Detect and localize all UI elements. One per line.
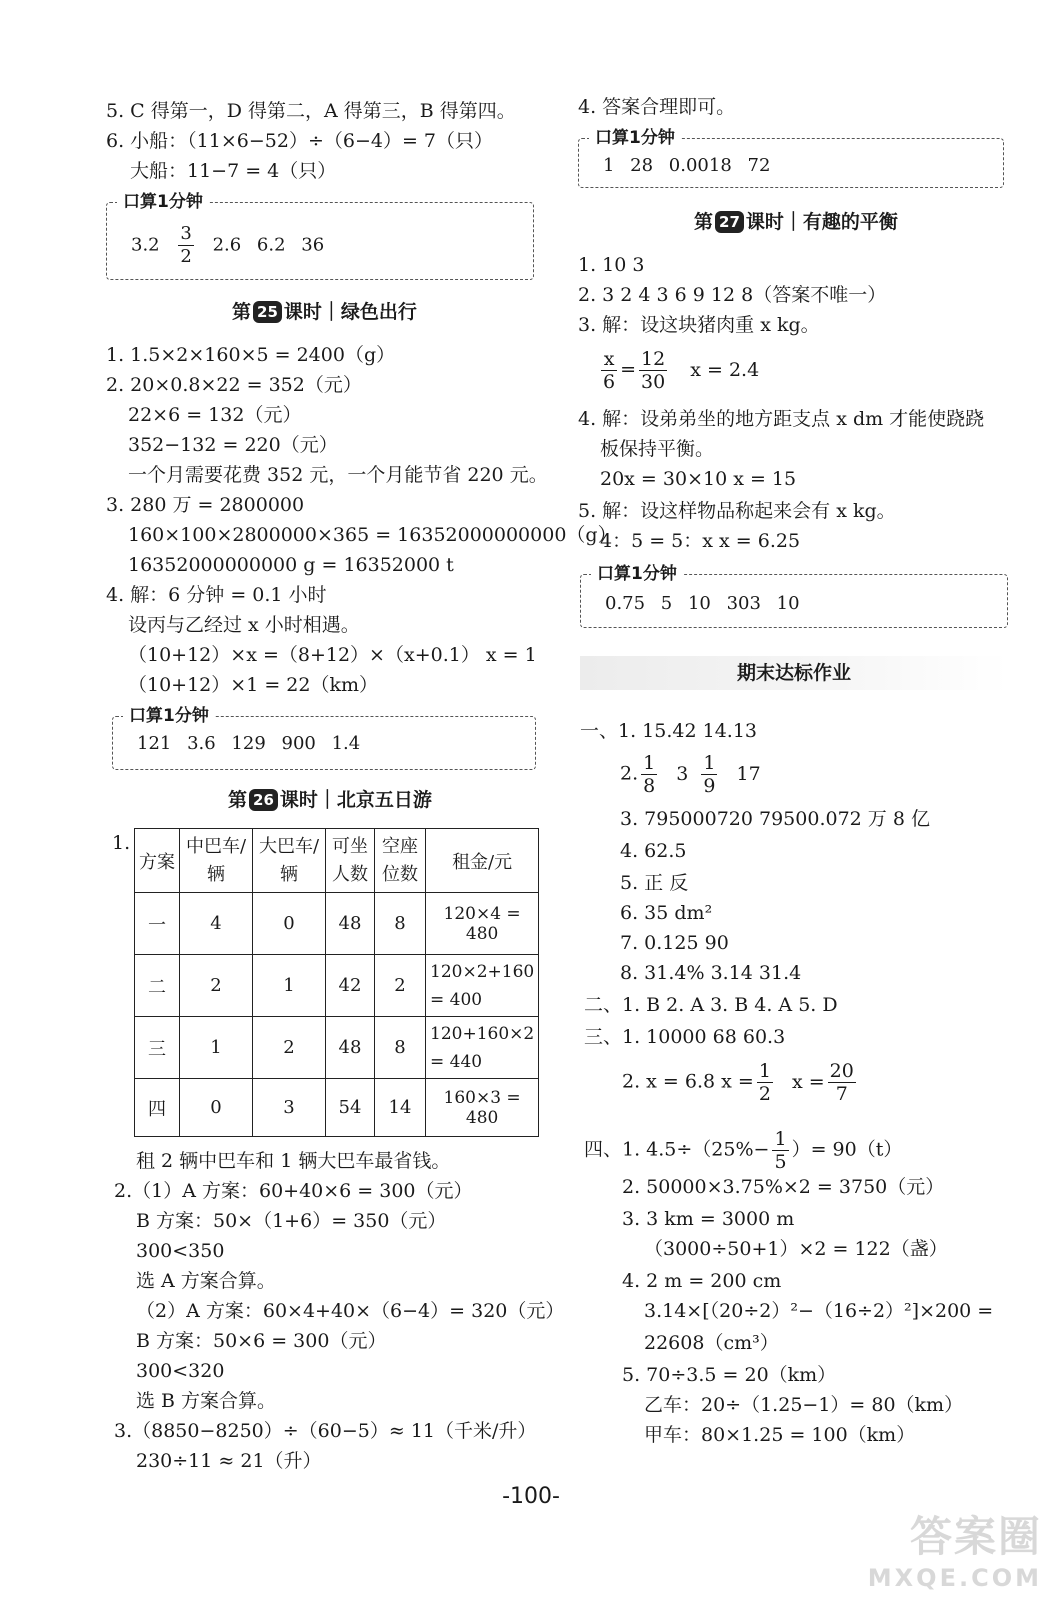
answer-line: 板保持平衡。 xyxy=(600,438,715,460)
answer-line: 三、1. 10000 68 60.3 xyxy=(584,1026,786,1048)
table-cell: 160×3 = 480 xyxy=(426,1079,539,1137)
answer-line: B 方案：50×（1+6）= 350（元） xyxy=(136,1210,447,1232)
section-title-26: 第 26 课时｜北京五日游 xyxy=(228,789,432,811)
answer-line: 乙车：20÷（1.25−1）= 80（km） xyxy=(644,1394,964,1416)
answer-line: 3. 解：设这块猪肉重 x kg。 xyxy=(578,314,820,336)
table-cell: 0 xyxy=(180,1079,253,1137)
table-cell: 1 xyxy=(253,955,326,1017)
answer-line: 选 A 方案合算。 xyxy=(136,1270,276,1292)
answer-line: 7. 0.125 90 xyxy=(620,932,729,954)
answer-line: （3000÷50+1）×2 = 122（盏） xyxy=(644,1238,948,1260)
table-cell: 120+160×2 = 440 xyxy=(426,1017,539,1079)
table-cell: 48 xyxy=(326,893,375,955)
table-row xyxy=(135,1079,539,1137)
fraction: $\frac{1}{9}$ xyxy=(703,752,716,797)
table-cell: 120×2+160 = 400 xyxy=(426,955,539,1017)
table-cell: 1 xyxy=(180,1017,253,1079)
answer-line: （10+12）×1 = 22（km） xyxy=(128,674,378,696)
answer-line: 6. 35 dm² xyxy=(620,902,713,924)
table-cell: 二 xyxy=(135,955,180,1017)
table-cell: 48 xyxy=(326,1017,375,1079)
answer-line: 2.（1）A 方案：60+40×6 = 300（元） xyxy=(114,1180,473,1202)
answer-line: （10+12）×x =（8+12）×（x+0.1） x = 1 xyxy=(128,644,537,666)
oral-calc-box xyxy=(578,128,1004,188)
watermark-logo: 答案圈 MXQE.COM xyxy=(867,1512,1042,1592)
fraction: $\frac{12}{30}$ xyxy=(641,348,666,393)
answer-line: 3. 280 万 = 2800000 xyxy=(106,494,305,516)
answer-line: 2. x = 6.8 x = $\frac{1}{2}$ x = $\frac{20}{7}$ xyxy=(622,1060,854,1105)
table-row xyxy=(135,955,539,1017)
fraction: $\frac{1}{2}$ xyxy=(758,1060,771,1105)
answer-line: 1. 1.5×2×160×5 = 2400（g） xyxy=(106,344,396,366)
table-cell: 120×4 = 480 xyxy=(426,893,539,955)
answer-line: 选 B 方案合算。 xyxy=(136,1390,277,1412)
fraction: $\frac{x}{6}$ xyxy=(603,348,616,393)
table-cell: 54 xyxy=(326,1079,375,1137)
table-cell: 四 xyxy=(135,1079,180,1137)
answer-line: 2. 50000×3.75%×2 = 3750（元） xyxy=(622,1176,945,1198)
header-cell: 大巴车/辆 xyxy=(253,829,326,893)
answer-line: 8. 31.4% 3.14 31.4 xyxy=(620,962,802,984)
fraction: $\frac{3}{2}$ xyxy=(180,223,192,267)
answer-line: 一个月需要花费 352 元，一个月能节省 220 元。 xyxy=(128,464,548,486)
answer-line: 5. C 得第一，D 得第二，A 得第三，B 得第四。 xyxy=(106,100,516,122)
answer-line: 4. 解：6 分钟 = 0.1 小时 xyxy=(106,584,327,606)
box-values: 121 3.6 129 900 1.4 xyxy=(137,733,361,754)
answer-line: 22608（cm³） xyxy=(644,1332,779,1354)
answer-line: 2. 3 2 4 3 6 9 12 8（答案不唯一） xyxy=(578,284,887,306)
header-cell: 中巴车/辆 xyxy=(180,829,253,893)
answer-line: 230÷11 ≈ 21（升） xyxy=(136,1450,322,1472)
answer-line: 3. 795000720 79500.072 万 8 亿 xyxy=(620,808,930,830)
table-cell: 0 xyxy=(253,893,326,955)
rental-plan-table xyxy=(134,828,539,1137)
table-cell: 8 xyxy=(375,1017,426,1079)
box-title: 口算1分钟 xyxy=(123,703,215,729)
answer-line: $\frac{x}{6}$ = $\frac{12}{30}$ x = 2.4 xyxy=(603,348,760,393)
box-values: 0.75 5 10 303 10 xyxy=(605,593,800,614)
answer-line: 16352000000000 g = 16352000 t xyxy=(128,554,454,576)
answer-line: 4：5 = 5：x x = 6.25 xyxy=(600,530,801,552)
header-cell: 方案 xyxy=(135,829,180,893)
table-cell: 3 xyxy=(253,1079,326,1137)
table-header-row xyxy=(135,829,539,893)
box-values: 1 28 0.0018 72 xyxy=(603,155,771,176)
answer-line: 2. 20×0.8×22 = 352（元） xyxy=(106,374,362,396)
answer-line: 352−132 = 220（元） xyxy=(128,434,338,456)
table-cell: 8 xyxy=(375,893,426,955)
oral-calc-box xyxy=(106,192,534,280)
answer-line: 300<320 xyxy=(136,1360,225,1382)
question-number: 1. xyxy=(112,832,131,854)
table-cell: 一 xyxy=(135,893,180,955)
answer-line: B 方案：50×6 = 300（元） xyxy=(136,1330,387,1352)
answer-line: 6. 小船：（11×6−52）÷（6−4）= 7（只） xyxy=(106,130,494,152)
answer-line: 160×100×2800000×365 = 16352000000000（g） xyxy=(128,524,617,546)
answer-line: 大船：11−7 = 4（只） xyxy=(130,160,337,182)
fraction: $\frac{1}{5}$ xyxy=(774,1128,787,1173)
answer-line: 5. 70÷3.5 = 20（km） xyxy=(622,1364,837,1386)
oral-calc-box xyxy=(112,706,536,770)
table-cell: 三 xyxy=(135,1017,180,1079)
value: 2.6 6.2 36 xyxy=(212,234,325,256)
table-cell: 4 xyxy=(180,893,253,955)
page-number: -100- xyxy=(502,1484,560,1509)
answer-line: 一、1. 15.42 14.13 xyxy=(580,720,757,742)
answer-line: 3.14×[（20÷2）²−（16÷2）²]×200 = xyxy=(644,1300,994,1322)
fraction: $\frac{20}{7}$ xyxy=(829,1060,854,1105)
answer-line: （2）A 方案：60×4+40×（6−4）= 320（元） xyxy=(136,1300,565,1322)
header-cell: 空座位数 xyxy=(375,829,426,893)
answer-line: 5. 正 反 xyxy=(620,872,689,894)
fraction: $\frac{1}{8}$ xyxy=(643,752,656,797)
table-cell: 2 xyxy=(180,955,253,1017)
answer-line: 4. 2 m = 200 cm xyxy=(622,1270,782,1292)
answer-line: 20x = 30×10 x = 15 xyxy=(600,468,797,490)
box-values xyxy=(131,223,324,268)
answer-line: 3. 3 km = 3000 m xyxy=(622,1208,795,1230)
box-title: 口算1分钟 xyxy=(117,189,209,215)
answer-line: 四、1. 4.5÷（25%− $\frac{1}{5}$ ）= 90（t） xyxy=(584,1128,903,1173)
answer-line: 22×6 = 132（元） xyxy=(128,404,302,426)
table-cell: 42 xyxy=(326,955,375,1017)
header-cell: 租金/元 xyxy=(426,829,539,893)
answer-line: 二、1. B 2. A 3. B 4. A 5. D xyxy=(584,994,838,1016)
header-cell: 可坐人数 xyxy=(326,829,375,893)
table-cell: 14 xyxy=(375,1079,426,1137)
oral-calc-box xyxy=(580,564,1008,628)
table-cell: 2 xyxy=(375,955,426,1017)
answer-line: 1. 10 3 xyxy=(578,254,645,276)
box-title: 口算1分钟 xyxy=(591,561,683,587)
answer-line: 300<350 xyxy=(136,1240,225,1262)
answer-line: 2. $\frac{1}{8}$ 3 $\frac{1}{9}$ 17 xyxy=(620,752,761,797)
answer-line: 设丙与乙经过 x 小时相遇。 xyxy=(128,614,360,636)
answer-line: 5. 解：设这样物品称起来会有 x kg。 xyxy=(578,500,896,522)
final-exam-title: 期末达标作业 xyxy=(580,656,1008,690)
lesson-number-badge: 25 xyxy=(253,301,282,323)
answer-line: 3.（8850−8250）÷（60−5）≈ 11（千米/升） xyxy=(114,1420,537,1442)
section-title-27: 第 27 课时｜有趣的平衡 xyxy=(694,211,898,233)
value: 3.2 xyxy=(131,234,160,256)
table-row xyxy=(135,893,539,955)
answer-line: 4. 答案合理即可。 xyxy=(578,96,736,118)
lesson-number-badge: 26 xyxy=(249,789,278,811)
box-title: 口算1分钟 xyxy=(589,125,681,151)
lesson-number-badge: 27 xyxy=(715,211,744,233)
answer-line: 甲车：80×1.25 = 100（km） xyxy=(644,1424,916,1446)
answer-line: 4. 解：设弟弟坐的地方距支点 x dm 才能使跷跷 xyxy=(578,408,985,430)
answer-line: 租 2 辆中巴车和 1 辆大巴车最省钱。 xyxy=(136,1150,451,1172)
table-row xyxy=(135,1017,539,1079)
table-cell: 2 xyxy=(253,1017,326,1079)
answer-line: 4. 62.5 xyxy=(620,840,687,862)
section-title-25: 第 25 课时｜绿色出行 xyxy=(232,301,417,323)
